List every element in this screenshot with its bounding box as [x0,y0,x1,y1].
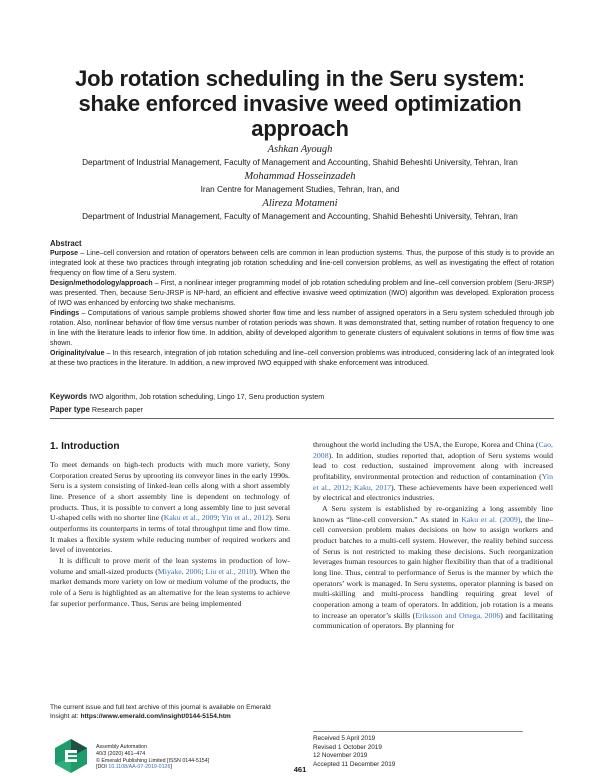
date-line: Accepted 11 December 2019 [313,760,396,768]
paper-type-text: Research paper [91,405,144,414]
abstract-heading: Abstract [50,239,82,248]
date-line: 12 November 2019 [313,752,368,760]
section-divider [50,418,554,419]
author-name: Alireza Motameni [262,198,338,209]
abstract-purpose [50,249,554,279]
abstract-label: Purpose [50,250,79,257]
paper-type [50,405,143,414]
keywords-text: IWO algorithm, Job rotation scheduling, Lingo 17, Seru production system [89,392,325,401]
citation-link[interactable]: Cao, 2008 [313,440,553,460]
date-line: Revised 1 October 2019 [313,743,382,751]
abstract [50,238,554,369]
logo-e-mark [65,750,77,762]
citation-link[interactable]: Yin et al., 2012 [221,513,270,523]
paragraph: throughout the world including the USA, the Europe, Korea and China (Cao, 2008). In addition, studies reported that, adoption of Seru systems would lead to cost reduction, sustained improvement along with increased profitability, environmental protection and reduction of contamination (Yin et al., 2012; Kaku, 2017). These achievements have been experienced well by electrical and electronics industries. [313,440,553,503]
paper-type-label: Paper type [50,405,90,414]
citation-link[interactable]: Kaku, 2017 [353,482,392,492]
citation-link[interactable]: Yin et al., 2012 [313,471,553,492]
author-name: Ashkan Ayough [267,144,333,155]
author-affiliation: Department of Industrial Management, Faculty of Management and Accounting, Shahid Beheshti University, Tehran, Iran [82,158,518,167]
paper-title [60,66,540,141]
section-heading: 1. Introduction [50,441,120,452]
archive-footnote [50,703,290,721]
title-line: approach [251,116,349,141]
page-number: 461 [293,765,307,774]
author-affiliation: Department of Industrial Management, Faculty of Management and Accounting, Shahid Beheshti University, Tehran, Iran [82,212,518,221]
logo-e-bar [68,757,77,759]
abstract-text: – Computations of various sample problems showed shorter flow time and less number of assigned operators in a Seru system scheduled through job rotation. Also, nonlinear behavior of flow time versus number of rotation periods was shown. It was demonstrated that, setting number of rotation frequency to one in line with the literature leads to inferior flow time. In addition, ability of developed algorithm to generate clusters of equivalent solutions in terms of flow time was shown. [50,310,554,347]
abstract-label: Originality/value [50,350,105,357]
title-line: shake enforced invasive weed optimization [78,91,522,116]
journal-name: Assembly Automation [96,744,147,750]
citation-link[interactable]: Kaku et al., 2009 [163,513,218,523]
citation-link[interactable]: Miyake, 2006 [157,566,202,576]
abstract-findings [50,309,554,349]
citation-link[interactable]: Eriksson and Ortega, 2006 [415,610,501,620]
abstract-label: Findings [50,310,80,317]
title-line: Job rotation scheduling in the Seru system: [75,66,525,91]
paragraph: A Seru system is established by re-organizing a long assembly line known as “line-cell conversion.” As stated in Kaku et al. (2009), the line–cell conversion problem makes decisions on how to assign workers and product batches to a multi-cell system. However, the reality behind success of Serus is not restricted to making these decisions. Such reorganization leverages human resources to gain higher flexibility than that of a traditional long line. Thus, central to performance of Serus is the manner by which the operators’ work is managed. In Seru systems, operator planning is based on multi-skilling and multi-process handling requiring great level of cooperation among a team of operators. In addition, job rotation is a means to increase an operator’s skills (Eriksson and Ortega, 2006) and facilitating communication of operators. By planning for [313,503,554,631]
abstract-text: – First, a nonlinear integer programming model of job rotation scheduling problem and line–cell conversion problem (Seru-JRSP) was presented. Then, because Seru-JRSP is NP-hard, an efficient and effective invasive weed optimization (IWO) algorithm was developed. Exploration process of IWO was enhanced by enforcing two shake mechanisms. [50,280,554,307]
paragraph: It is difficult to prove merit of the lean systems in production of low-volume and small-sized products (Miyake, 2006; Liu et al., 2010). When the market demands more variety on low or medium volume of the products, the role of a Seru is highlighted as an alternative for the lean systems to achieve far superior performance. Thus, Serus are being implemented [50,555,291,608]
citation-link[interactable]: Liu et al., 2010 [205,566,254,576]
author-name: Mohammad Hosseinzadeh [244,171,356,182]
doi-link[interactable]: 10.1108/AA-07-2019-0126 [108,764,171,771]
right-column [313,440,553,632]
citation-link[interactable]: Kaku et al. (2009) [461,514,521,524]
journal-doi: [DOI 10.1108/AA-07-2019-0126] [96,764,172,771]
date-line: Received 5 April 2019 [313,735,376,742]
left-column [50,460,290,609]
journal-url-link[interactable]: https://www.emerald.com/insight/0144-5154.htm [80,713,231,720]
abstract-text: – Line–cell conversion and rotation of operators between cells are common in lean production systems. Thus, the purpose of this study is to provide an integrated look at these two practices through integrating job rotation scheduling and line-cell conversion problems, as well as investigating the effect of rotation frequency on flow time of a Seru system. [50,250,554,277]
abstract-originality [50,349,554,369]
abstract-text: – In this research, integration of job rotation scheduling and line–cell conversion problems was introduced, considering lack of an integrated look at these two practices in the literature. In addition, a new improved IWO equipped with shake enforcement was introduced. [50,350,554,367]
logo-e-bar [68,753,77,755]
paragraph: To meet demands on high-tech products with much more variety, Sony Corporation created Serus by uprooting its conveyor lines in the early 1990s. Seru is a system consisting of linked-lean cells along with a short assembly line. Presence of a short assembly line is dependent on technology of products. Thus, it is possible to convert a long assembly line to just several U-shaped cells with no shorter line (Kaku et al., 2009; Yin et al., 2012). Seru outperforms its counterparts in terms of total throughput time and flow time. It makes a flexible system while reducing number of required workers and level of inventories. [50,460,290,555]
abstract-design [50,279,554,309]
author-affiliation: Iran Centre for Management Studies, Tehran, Iran, and [200,185,400,194]
abstract-label: Design/methodology/approach [50,280,153,287]
journal-volume: 40/3 (2020) 461–474 [96,750,146,757]
footnote-text: The current issue and full text archive of this journal is available on Emerald Insight at: [50,704,271,720]
keywords-label: Keywords [50,392,88,401]
journal-copyright: © Emerald Publishing Limited [ISSN 0144-5154] [96,757,210,764]
dates-divider [313,731,523,732]
keywords [50,392,324,401]
